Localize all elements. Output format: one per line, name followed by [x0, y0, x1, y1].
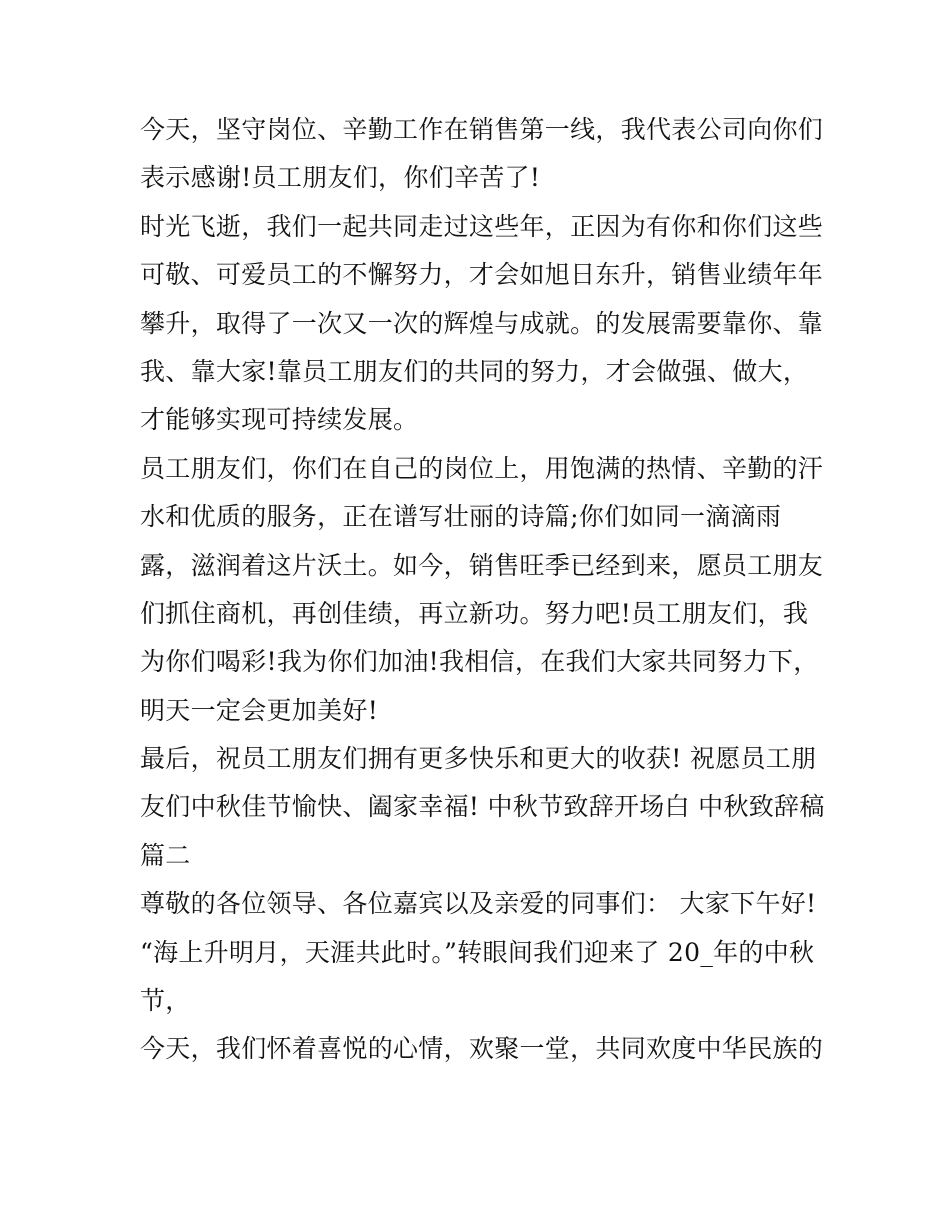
text-line-1: 今天，坚守岗位、辛勤工作在销售第一线，我代表公司向你们: [140, 115, 824, 144]
text-line-13: 明天一定会更加美好!: [140, 695, 379, 725]
text-line-7: 才能够实现可持续发展。: [140, 405, 419, 435]
text-line-16: 篇二: [140, 840, 191, 870]
text-line-20: 今天，我们怀着喜悦的心情，欢聚一堂，共同欢度中华民族的: [140, 1034, 824, 1064]
text-line-3: 时光飞逝，我们一起共同走过这些年，正因为有你和你们这些: [140, 211, 824, 241]
document-body: [140, 106, 825, 1074]
text-line-19: 节，: [140, 986, 191, 1016]
text-line-12: 为你们喝彩!我为你们加油!我相信，在我们大家共同努力下，: [140, 647, 819, 677]
text-line-8: 员工朋友们，你们在自己的岗位上，用饱满的热情、辛勤的汗: [140, 453, 824, 483]
text-line-14: 最后，祝员工朋友们拥有更多快乐和更大的收获! 祝愿员工朋: [140, 744, 817, 774]
text-line-6: 我、靠大家!靠员工朋友们的共同的努力，才会做强、做大，: [140, 356, 809, 386]
text-line-18: “海上升明月，天涯共此时。”转眼间我们迎来了 20_年的中秋: [140, 937, 815, 967]
text-line-4: 可敬、可爱员工的不懈努力，才会如旭日东升，销售业绩年年: [140, 260, 824, 290]
text-line-15: 友们中秋佳节愉快、阖家幸福! 中秋节致辞开场白 中秋致辞稿: [140, 792, 825, 822]
text-line-9: 水和优质的服务，正在谱写壮丽的诗篇;你们如同一滴滴雨: [140, 502, 782, 532]
text-line-17: 尊敬的各位领导、各位嘉宾以及亲爱的同事们： 大家下午好!: [140, 889, 817, 919]
text-line-5: 攀升，取得了一次又一次的辉煌与成就。的发展需要靠你、靠: [140, 308, 824, 338]
text-line-11: 们抓住商机，再创佳绩，再立新功。努力吧!员工朋友们，我: [140, 598, 809, 628]
text-line-2: 表示感谢!员工朋友们，你们辛苦了!: [140, 163, 541, 193]
text-line-10: 露，滋润着这片沃土。如今，销售旺季已经到来，愿员工朋友: [140, 550, 824, 580]
